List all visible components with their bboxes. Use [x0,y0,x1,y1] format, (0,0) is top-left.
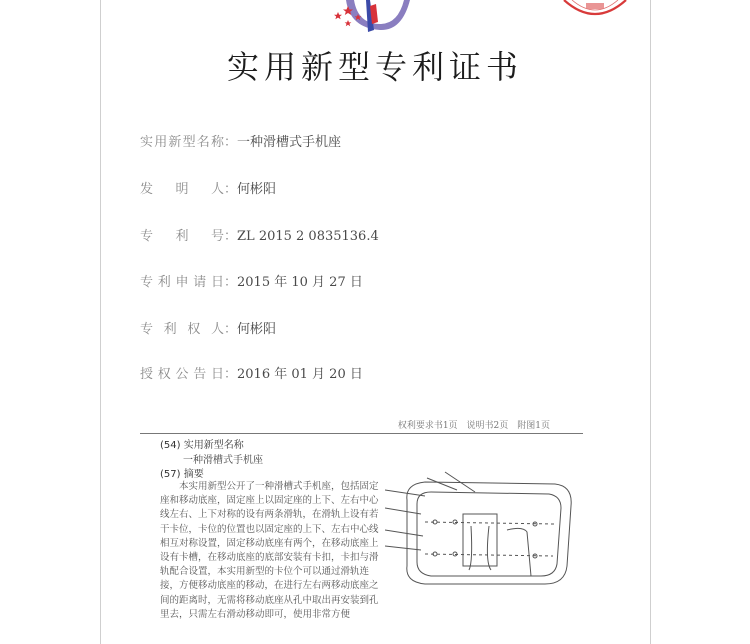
field-label: 实用新型名称 [140,135,224,150]
section-heading-name: (54) 实用新型名称 [160,440,244,451]
abstract-text: 本实用新型公开了一种滑槽式手机座，包括固定座和移动底座，固定座上以固定座的上下、左右中心线左右、上下对称的设有两条滑轨，在滑轨上设有若干卡位，卡位的位置也以固定座的上下、左右中心线相互对称设置，固定移动底座有两个，在移动底座上设有卡槽，在移动底座的底部安装有卡扣，卡扣与滑轨配合设置，本实用新型的卡位个可以通过滑轨连接，方便移动底座的移动，在进行左右两移动底座之间的距离时，无需将移动底座从孔中取出再安装到孔里去，只需左右滑动移动即可，使用非常方便 [160,481,379,620]
field-application-date: 专利申请日：2015 年 10 月 27 日 [140,271,363,290]
field-value: ZL 2015 2 0835136.4 [237,229,379,244]
sipo-emblem-icon [318,0,418,34]
field-utility-model-name: 实用新型名称：一种滑槽式手机座 [140,131,341,150]
utility-name-value: 一种滑槽式手机座 [183,455,263,466]
official-seal-icon [560,0,630,18]
field-label: 发明人 [140,182,224,197]
field-inventor: 发明人：何彬阳 [140,178,276,197]
field-grant-date: 授权公告日：2016 年 01 月 20 日 [140,363,363,382]
field-patent-number: 专利号：ZL 2015 2 0835136.4 [140,225,379,244]
field-patentee: 专利权人：何彬阳 [140,318,276,337]
field-label: 专利权人 [140,322,224,337]
field-value: 何彬阳 [237,182,277,197]
attachment-info: 权利要求书1页 说明书2页 附图1页 [397,421,550,431]
field-label: 专利申请日 [140,275,224,290]
certificate-title: 实用新型专利证书 [226,48,523,86]
page-border-left [100,0,101,644]
section-heading-abstract: (57) 摘要 [160,469,204,480]
field-value: 一种滑槽式手机座 [237,135,342,150]
field-value: 2015 年 10 月 27 日 [237,275,363,290]
divider-line [140,433,583,434]
page-border-right [650,0,651,644]
field-value: 2016 年 01 月 20 日 [237,367,363,382]
field-label: 专利号 [140,229,224,244]
field-label: 授权公告日 [140,367,224,382]
field-value: 何彬阳 [237,322,277,337]
patent-drawing-icon [385,470,585,600]
